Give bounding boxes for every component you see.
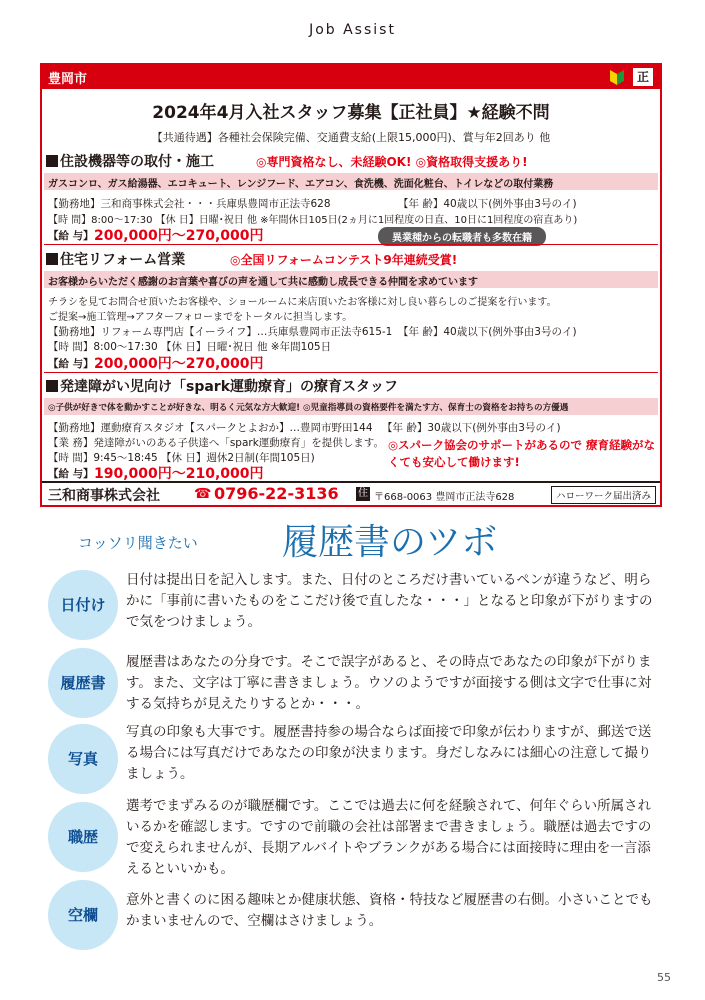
info-row: 【勤務地】三和商事株式会社・・・兵庫県豊岡市正法寺628 — [48, 198, 331, 210]
square-bullet-icon — [46, 380, 58, 392]
square-bullet-icon — [46, 253, 58, 265]
address-icon: 住 — [358, 488, 368, 499]
page-number: 55 — [657, 971, 671, 984]
tips-kicker: コッソリ聞きたい — [78, 534, 198, 552]
city-bar — [42, 65, 660, 89]
tip-text: 写真の印象も大事です。履歴書持参の場合ならば面接で印象が伝わりますが、郵送で送る場合には写真だけであなたの印象が決まります。身だしなみには細心の注意して撮りましょう。 — [126, 724, 652, 782]
divider — [44, 244, 658, 245]
info-row: ご提案→施工管理→アフターフォローまでをトータルに担当します。 — [48, 312, 353, 323]
info-row: 【勤務地】運動療育スタジオ【スパークとよおか】…豊岡市野田144 — [48, 422, 373, 434]
company-address: 〒668-0063 豊岡市正法寺628 — [374, 492, 515, 503]
phone-icon: ☎ — [194, 486, 212, 502]
section-title: 住設機器等の取付・施工 — [46, 151, 214, 171]
info-row: 【年 齢】40歳以下(例外事由3号のイ) — [398, 198, 577, 210]
city-label: 豊岡市 — [48, 72, 88, 87]
phone-number[interactable]: 0796-22-3136 — [214, 484, 339, 503]
transfer-pill: 異業種からの転職者も多数在籍 — [378, 227, 546, 246]
company-bar — [42, 481, 660, 505]
magazine-title: Job Assist — [309, 22, 396, 38]
fulltime-badge: 正 — [632, 67, 654, 87]
tip-label-resume: 履歴書 — [48, 648, 118, 718]
company-name: 三和商事株式会社 — [48, 488, 160, 504]
beginner-mark-icon — [608, 68, 626, 86]
tip-text: 日付は提出日を記入します。また、日付のところだけ書いているペンが違うなど、明らかに「事前に書いたものをここだけ後で直したな・・・」となると印象が下がりますので気をつけましょう。 — [126, 572, 653, 630]
salary-label: 【給 与】 — [48, 468, 94, 480]
tip-text: 意外と書くのに困る趣味とか健康状態、資格・特技など履歴書の右側。小さいことでもかまいませんので、空欄はさけましょう。 — [126, 892, 653, 929]
support-note: ◎スパーク協会のサポートがあるので 療育経験がなくても安心して働けます! — [388, 438, 656, 469]
tip-text: 選考でまずみるのが職歴欄です。ここでは過去に何を経験されて、何年ぐらい所属されいるかを確認します。ですので前職の会社は部署まで書きましょう。職歴は過去ですので変えられませんが、長期アルバイトやブランクがある場合には面接時に理由を一言添えるといいかも。 — [126, 798, 652, 877]
salary-value: 190,000円〜210,000円 — [94, 466, 264, 482]
section-band: お客様からいただく感謝のお言葉や喜びの声を通して共に感動し成長できる仲間を求めています — [44, 271, 658, 288]
info-row: 【年 齢】40歳以下(例外事由3号のイ) — [398, 326, 577, 338]
info-row: 【勤務地】リフォーム専門店【イーライフ】…兵庫県豊岡市正法寺615-1 — [48, 326, 393, 338]
tip-label-blank: 空欄 — [48, 880, 118, 950]
section-highlight: ◎専門資格なし、未経験OK! ◎資格取得支援あり! — [256, 155, 528, 169]
salary-label: 【給 与】 — [48, 230, 94, 242]
info-row: 【年 齢】30歳以下(例外事由3号のイ) — [382, 422, 561, 434]
info-row: 【時 間】9:45〜18:45 【休 日】週休2日制(年間105日) — [48, 452, 315, 464]
hellowork-badge: ハローワーク届出済み — [551, 486, 656, 504]
info-row: チラシを見てお問合せ頂いたお客様や、ショールームに来店頂いたお客様に対し良い暮らしのご提案を行います。 — [48, 297, 557, 308]
info-row: 【時 間】8:00〜17:30 【休 日】日曜･祝日 他 ※年間休日105日(2ヵ月に1回程度の日直、10日に1回程度の宿直あり) — [48, 215, 578, 226]
section-title: 住宅リフォーム営業 — [46, 249, 185, 269]
salary-value: 200,000円〜270,000円 — [94, 356, 264, 372]
info-row: 【時 間】8:00〜17:30 【休 日】日曜･祝日 他 ※年間105日 — [48, 341, 332, 353]
tips-title: 履歴書のツボ — [282, 522, 498, 563]
section-band: ◎子供が好きで体を動かすことが好きな、明るく元気な方大歓迎! ◎児童指導員の資格要件を満たす方、保育士の資格をお持ちの方優遇 — [44, 398, 658, 415]
divider — [44, 372, 658, 373]
section-title: 発達障がい児向け「spark運動療育」の療育スタッフ — [46, 376, 398, 396]
job-ad — [40, 63, 662, 507]
salary-label: 【給 与】 — [48, 358, 94, 370]
tip-label-date: 日付け — [48, 570, 118, 640]
salary-value: 200,000円〜270,000円 — [94, 228, 264, 244]
tip-label-photo: 写真 — [48, 724, 118, 794]
square-bullet-icon — [46, 155, 58, 167]
ad-headline: 2024年4月入社スタッフ募集【正社員】★経験不問 — [152, 103, 550, 123]
section-highlight: ◎全国リフォームコンテスト9年連続受賞! — [230, 253, 458, 267]
common-benefits: 【共通待遇】各種社会保険完備、交通費支給(上限15,000円)、賞与年2回あり 他 — [151, 131, 551, 144]
tip-text: 履歴書はあなたの分身です。そこで誤字があると、その時点であなたの印象が下がります。また、文字は丁寧に書きましょう。ウソのようですが面接する側は文字で仕事に対する気持ちが見えたりするとか・・・。 — [126, 654, 652, 712]
info-row: 【業 務】発達障がいのある子供達へ「spark運動療育」を提供します。 — [48, 437, 384, 449]
section-band: ガスコンロ、ガス給湯器、エコキュート、レンジフード、エアコン、食洗機、洗面化粧台、トイレなどの取付業務 — [44, 173, 658, 190]
tip-label-career: 職歴 — [48, 802, 118, 872]
